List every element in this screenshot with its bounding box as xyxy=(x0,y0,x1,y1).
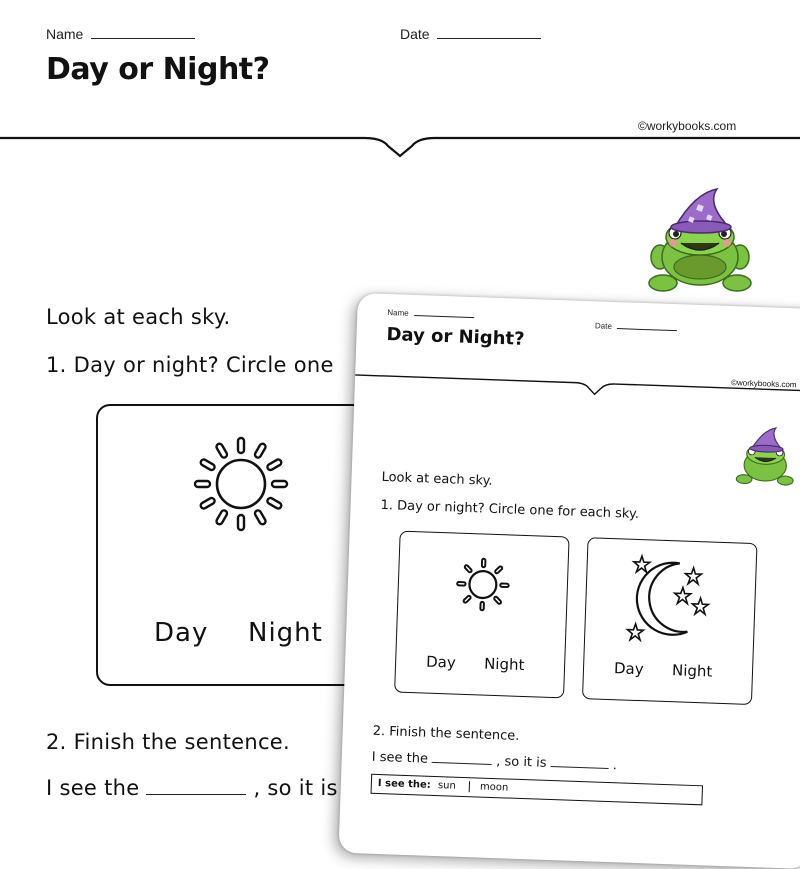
preview-word-bank xyxy=(371,774,703,806)
preview-name-field xyxy=(387,308,474,320)
preview-night-box-day-option: Day xyxy=(613,659,644,679)
sentence-start: I see the xyxy=(46,776,140,800)
sentence-line xyxy=(46,776,338,800)
sun-icon xyxy=(191,434,291,534)
word-bank-word-moon: moon xyxy=(469,781,509,793)
word-bank-word-sun: sun xyxy=(437,780,457,792)
preview-day-option: Day xyxy=(425,652,457,672)
name-blank[interactable] xyxy=(91,38,195,39)
preview-frog-wizard-icon xyxy=(733,424,797,490)
preview-date-blank xyxy=(617,328,677,331)
header-divider xyxy=(0,128,800,160)
date-blank[interactable] xyxy=(437,38,541,39)
preview-instruction-intro: Look at each sky. xyxy=(381,469,493,489)
preview-title: Day or Night? xyxy=(386,324,525,350)
sentence-blank-1[interactable] xyxy=(146,794,246,795)
question-2: 2. Finish the sentence. xyxy=(46,730,290,754)
preview-question-1: 1. Day or night? Circle one for each sky. xyxy=(380,497,640,522)
preview-date-field xyxy=(595,321,677,333)
sentence-mid: , so it is xyxy=(253,776,338,800)
worksheet-preview xyxy=(338,293,800,869)
preview-sentence-end: . xyxy=(612,758,618,774)
preview-question-2: 2. Finish the sentence. xyxy=(372,723,520,744)
preview-sentence-line xyxy=(372,750,618,774)
preview-name-blank xyxy=(414,315,474,318)
preview-sentence-blank-1 xyxy=(432,762,492,765)
name-label: Name xyxy=(46,26,84,42)
date-field[interactable] xyxy=(400,26,541,42)
question-1: 1. Day or night? Circle one xyxy=(46,353,334,377)
preview-divider xyxy=(355,369,800,405)
credit-text: ©workybooks.com xyxy=(638,119,737,133)
instruction-intro: Look at each sky. xyxy=(46,305,231,329)
page-title: Day or Night? xyxy=(46,52,270,87)
name-field[interactable] xyxy=(46,26,195,42)
preview-night-option: Night xyxy=(483,654,525,675)
preview-sentence-mid: , so it is xyxy=(495,754,547,771)
preview-sentence-blank-2 xyxy=(551,766,609,769)
preview-name-label: Name xyxy=(387,308,409,318)
preview-moon-icon xyxy=(625,552,718,645)
preview-sentence-start: I see the xyxy=(371,749,429,767)
preview-night-box-night-option: Night xyxy=(671,661,713,681)
word-bank-label: I see the: xyxy=(377,777,431,791)
date-label: Date xyxy=(400,26,430,42)
preview-sun-icon xyxy=(454,556,512,614)
preview-credit: ©workybooks.com xyxy=(730,378,797,390)
night-option[interactable]: Night xyxy=(248,618,323,648)
preview-date-label: Date xyxy=(594,321,613,331)
day-option[interactable]: Day xyxy=(154,618,209,648)
preview-night-sky-box xyxy=(582,537,758,705)
preview-day-sky-box xyxy=(394,531,570,699)
frog-wizard-icon xyxy=(645,185,755,300)
